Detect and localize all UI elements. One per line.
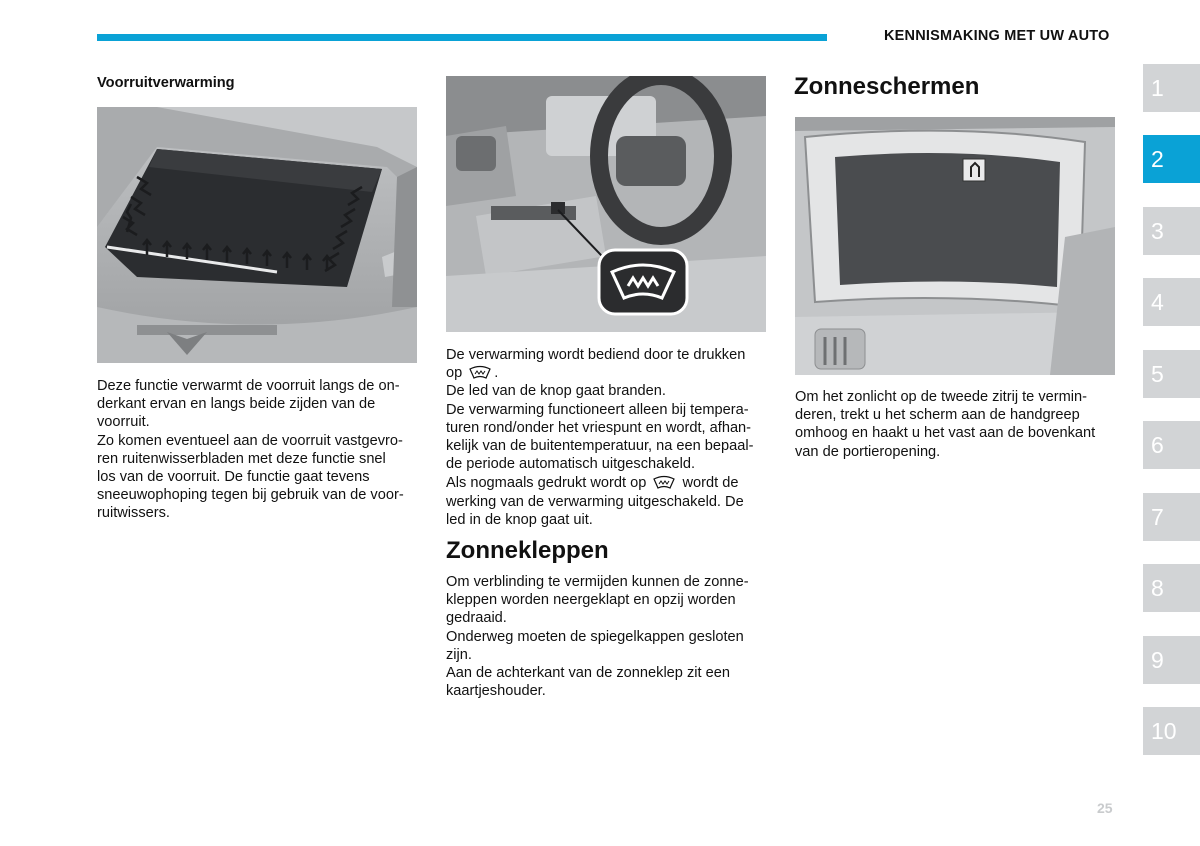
col2-line: Onderweg moeten de spiegelkappen gesloten	[446, 628, 744, 645]
col3-line: Om het zonlicht op de tweede zitrij te vermin-	[795, 389, 1087, 405]
col1-line: ruitwissers.	[97, 505, 170, 522]
col1-heading-wrap	[97, 74, 417, 92]
col3-heading-wrap	[794, 73, 1124, 101]
chapter-tab-8[interactable]: 8	[1143, 564, 1200, 612]
col2-line: kleppen worden neergeklapt en opzij worden	[446, 592, 736, 609]
col1-line: voorruit.	[97, 414, 150, 431]
col2-op-line	[446, 364, 776, 382]
section-title: KENNISMAKING MET UW AUTO	[884, 28, 1110, 44]
chapter-tab-10[interactable]: 10	[1143, 707, 1200, 755]
col3-heading: Zonneschermen	[794, 73, 980, 100]
col2-line: kelijk van de buitentemperatuur, na een bepaal-	[446, 438, 754, 455]
col2-line: gedraaid.	[446, 610, 507, 627]
dashboard-figure	[446, 76, 766, 332]
windscreen-figure	[97, 107, 417, 363]
col2-line: turen rond/onder het vriespunt en wordt, afhan-	[446, 419, 752, 436]
col3-line: deren, trekt u het scherm aan de handgreep	[795, 407, 1080, 424]
chapter-tab-4[interactable]: 4	[1143, 278, 1200, 326]
col1-line: ren ruitenwisserbladen met deze functie snel	[97, 450, 386, 467]
col3-line: van de portieropening.	[795, 443, 941, 460]
chapter-tab-7[interactable]: 7	[1143, 493, 1200, 541]
page-number: 25	[1097, 800, 1113, 816]
sunblind-illustration	[795, 117, 1115, 375]
col2-line: De verwarming wordt bediend door te drukken	[446, 347, 746, 363]
col2-line: De verwarming functioneert alleen bij tempera-	[446, 401, 749, 418]
col2-body	[446, 346, 776, 700]
col3-line: omhoog en haakt u het vast aan de bovenkant	[795, 425, 1096, 442]
sunblind-figure	[795, 117, 1115, 375]
col2-line: De led van de knop gaat branden.	[446, 383, 666, 400]
header-accent-bar	[97, 34, 827, 41]
windscreen-heating-icon	[468, 364, 492, 380]
col2-op-prefix: op	[446, 365, 463, 382]
col2-again-suffix: wordt de	[682, 475, 739, 492]
chapter-tab-1[interactable]: 1	[1143, 64, 1200, 112]
col2-again-prefix: Als nogmaals gedrukt wordt op	[446, 475, 647, 492]
col2-again-line	[446, 474, 776, 492]
chapter-tab-2[interactable]: 2	[1143, 135, 1200, 183]
col1-line: los van de voorruit. De functie gaat tevens	[97, 469, 370, 486]
col2-line: werking van de verwarming uitgeschakeld. De	[446, 493, 744, 510]
col1-line: Deze functie verwarmt de voorruit langs de on-	[97, 378, 400, 394]
col2-line: led in de knop gaat uit.	[446, 511, 593, 528]
col2-line: Om verblinding te vermijden kunnen de zonne-	[446, 574, 749, 591]
dashboard-illustration	[446, 76, 766, 332]
col1-line: Zo komen eventueel aan de voorruit vastgevro-	[97, 432, 403, 449]
col2-heading: Zonnekleppen	[446, 537, 609, 565]
col2-op-suffix: .	[494, 365, 499, 382]
col1-line: sneeuwophoping tegen bij gebruik van de voor-	[97, 487, 404, 504]
chapter-tab-5[interactable]: 5	[1143, 350, 1200, 398]
col2-line: zijn.	[446, 646, 472, 663]
col3-body	[795, 388, 1125, 461]
chapter-tab-6[interactable]: 6	[1143, 421, 1200, 469]
windscreen-heating-icon	[652, 474, 676, 490]
chapter-tab-9[interactable]: 9	[1143, 636, 1200, 684]
col2-line: kaartjeshouder.	[446, 683, 546, 700]
windscreen-illustration	[97, 107, 417, 363]
chapter-tab-3[interactable]: 3	[1143, 207, 1200, 255]
col1-heading: Voorruitverwarming	[97, 75, 235, 91]
col2-line: Aan de achterkant van de zonneklep zit een	[446, 665, 730, 682]
col1-line: derkant ervan en langs beide zijden van de	[97, 396, 376, 413]
col1-body	[97, 377, 417, 523]
col2-line: de periode automatisch uitgeschakeld.	[446, 456, 696, 473]
